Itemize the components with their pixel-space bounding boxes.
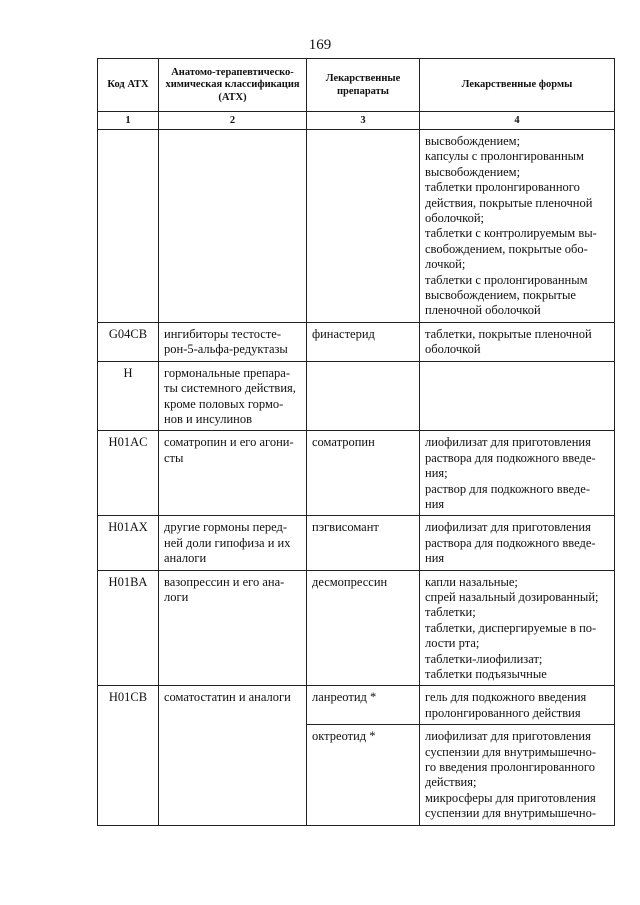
atx-code-cell: H xyxy=(98,361,159,431)
form-line: действия, покрытые пленочной xyxy=(425,195,593,210)
drug-cell xyxy=(307,322,420,361)
form-line: таблетки подъязычные xyxy=(425,667,547,681)
drug-cell xyxy=(307,686,420,725)
classification-cell xyxy=(159,570,307,686)
column-number: 1 xyxy=(98,112,159,130)
atx-code-cell: H01AC xyxy=(98,431,159,516)
form-line: лочкой; xyxy=(425,257,466,272)
drug-name: пэгвисомант xyxy=(312,520,379,535)
table-row xyxy=(98,516,615,570)
forms-cell xyxy=(420,725,615,825)
form-line: гель для подкожного введения xyxy=(425,690,587,705)
drug-cell xyxy=(307,361,420,431)
header-dosage-forms: Лекарственные формы xyxy=(420,59,615,112)
table-row xyxy=(98,361,615,431)
drug-cell xyxy=(307,725,420,825)
atx-drug-table xyxy=(97,58,615,826)
header-drugs: Лекарственные препараты xyxy=(307,59,420,112)
form-line: таблетки с пролонгированным xyxy=(425,272,588,287)
classification-line: вазопрессин и его ана- xyxy=(164,574,285,589)
form-line: пролонгированного действия xyxy=(425,705,581,720)
drug-cell xyxy=(307,130,420,323)
classification-line: аналоги xyxy=(164,551,207,566)
form-line: раствора для подкожного введе- xyxy=(425,450,596,465)
form-line: высвобождением; xyxy=(425,134,521,148)
form-line: лиофилизат для приготовления xyxy=(425,435,591,450)
column-number-row xyxy=(98,112,615,130)
header-atx-classification: Анатомо-терапевтическо-химическая классификация (АТХ) xyxy=(159,59,307,112)
drug-cell xyxy=(307,431,420,516)
table-row xyxy=(98,686,615,725)
column-number: 2 xyxy=(159,112,307,130)
form-line: раствор для подкожного введе- xyxy=(425,481,590,496)
drug-name: финастерид xyxy=(312,326,375,341)
form-line: суспензии для внутримышечно- xyxy=(425,744,596,759)
classification-line: логи xyxy=(164,589,189,604)
table-row xyxy=(98,130,615,323)
form-line: ния xyxy=(425,551,445,566)
page-number: 169 xyxy=(308,37,332,53)
form-line: свобождением, покрытые обо- xyxy=(425,241,588,256)
form-line: лиофилизат для приготовления xyxy=(425,729,591,744)
forms-cell xyxy=(420,322,615,361)
form-line: капсулы с пролонгированным xyxy=(425,149,584,164)
form-line: пленочной оболочкой xyxy=(425,303,541,318)
atx-code-cell: H01AX xyxy=(98,516,159,570)
forms-cell xyxy=(420,130,615,323)
classification-line: кроме половых гормо- xyxy=(164,396,284,411)
forms-cell xyxy=(420,431,615,516)
form-line: суспензии для внутримышечно- xyxy=(425,806,596,821)
form-line: микросферы для приготовления xyxy=(425,790,596,805)
header-row xyxy=(98,59,615,112)
form-line: таблетки пролонгированного xyxy=(425,180,580,195)
forms-cell xyxy=(420,361,615,431)
form-line: ния xyxy=(425,496,445,511)
drug-cell xyxy=(307,516,420,570)
drug-name: соматропин xyxy=(312,435,375,450)
drug-name: ланреотид * xyxy=(312,690,377,705)
forms-cell xyxy=(420,516,615,570)
table-body xyxy=(98,130,615,826)
atx-code-cell: G04CB xyxy=(98,322,159,361)
form-line: го введения пролонгированного xyxy=(425,760,595,775)
header-atx-code: Код АТХ xyxy=(98,59,159,112)
form-line: лиофилизат для приготовления xyxy=(425,520,591,535)
classification-line: другие гормоны перед- xyxy=(164,520,288,535)
classification-cell xyxy=(159,130,307,323)
classification-cell xyxy=(159,686,307,825)
classification-line: нов и инсулинов xyxy=(164,411,253,426)
form-line: ния; xyxy=(425,466,448,481)
form-line: оболочкой; xyxy=(425,211,484,226)
form-line: таблетки, диспергируемые в по- xyxy=(425,620,597,635)
form-line: лости рта; xyxy=(425,636,480,651)
drug-name: октреотид * xyxy=(312,729,376,744)
classification-line: ингибиторы тестосте- xyxy=(164,326,282,341)
table-row xyxy=(98,322,615,361)
classification-line: сты xyxy=(164,450,184,465)
classification-cell xyxy=(159,322,307,361)
forms-cell xyxy=(420,570,615,686)
form-line: таблетки с контролируемым вы- xyxy=(425,226,597,241)
form-line: спрей назальный дозированный; xyxy=(425,589,599,604)
form-line: раствора для подкожного введе- xyxy=(425,535,596,550)
classification-line: соматостатин и аналоги xyxy=(164,690,291,705)
table-row xyxy=(98,570,615,686)
classification-line: гормональные препара- xyxy=(164,365,291,380)
drug-cell xyxy=(307,570,420,686)
classification-line: ней доли гипофиза и их xyxy=(164,535,291,550)
classification-line: ты системного действия, xyxy=(164,381,296,396)
form-line: таблетки, покрытые пленочной xyxy=(425,326,592,341)
atx-code-cell xyxy=(98,130,159,323)
form-line: оболочкой xyxy=(425,342,481,357)
form-line: высвобождением, покрытые xyxy=(425,288,576,303)
classification-line: соматропин и его агони- xyxy=(164,435,294,450)
column-number: 4 xyxy=(420,112,615,130)
drug-name: десмопрессин xyxy=(312,574,388,589)
atx-code-cell: H01CB xyxy=(98,686,159,825)
column-number: 3 xyxy=(307,112,420,130)
classification-cell xyxy=(159,361,307,431)
form-line: действия; xyxy=(425,775,477,790)
atx-code-cell: H01BA xyxy=(98,570,159,686)
form-line: высвобождением; xyxy=(425,164,521,179)
forms-cell xyxy=(420,686,615,725)
classification-cell xyxy=(159,431,307,516)
table-row xyxy=(98,431,615,516)
classification-line: рон-5-альфа-редуктазы xyxy=(164,342,288,357)
form-line: капли назальные; xyxy=(425,574,518,589)
classification-cell xyxy=(159,516,307,570)
form-line: таблетки-лиофилизат; xyxy=(425,651,543,666)
form-line: таблетки; xyxy=(425,605,476,620)
